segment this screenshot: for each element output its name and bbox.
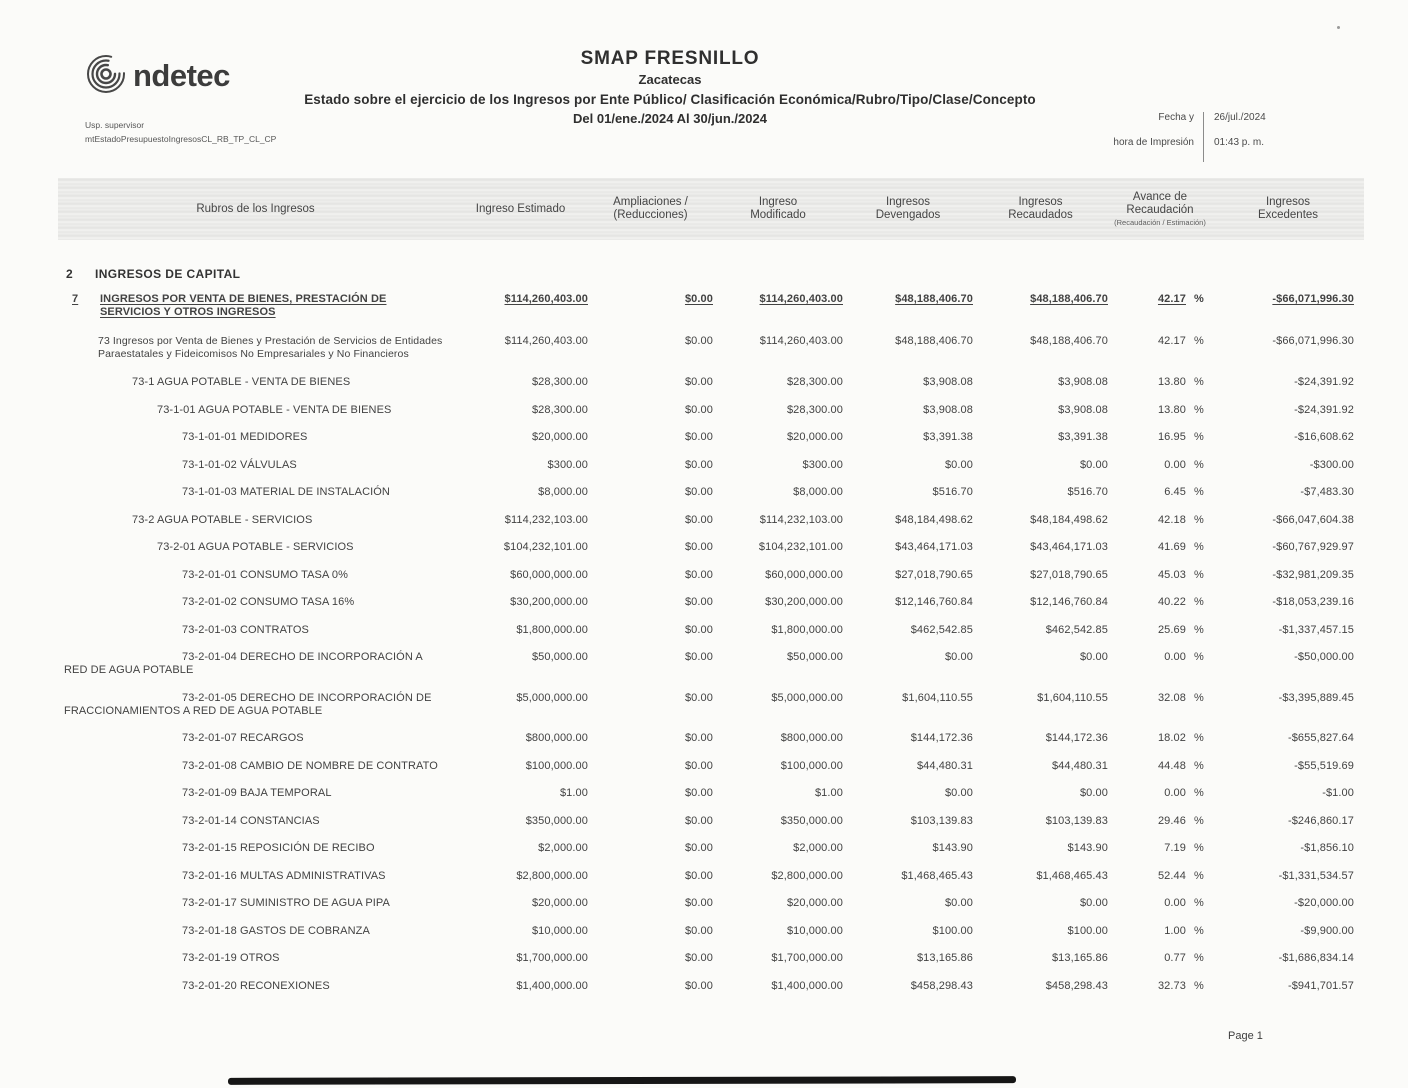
table-row (58, 335, 1364, 361)
percent-sign: % (1194, 787, 1204, 799)
cell-estimado: $104,232,101.00 (503, 541, 588, 553)
col-ingresos-excedentes: Ingresos Excedentes (1257, 196, 1319, 221)
row-label-text: 73-1 AGUA POTABLE - VENTA DE BIENES (132, 376, 351, 388)
percent-sign: % (1194, 458, 1204, 471)
row-label-text: 73-1-01-02 VÁLVULAS (182, 458, 297, 471)
cell-devengados: $103,139.83 (910, 814, 973, 827)
cell-devengados: $462,542.85 (910, 623, 973, 636)
row-label (58, 624, 453, 637)
cell-devengados: $3,391.38 (923, 431, 973, 443)
scan-edge-artifact (228, 1076, 1016, 1085)
cell-estimado: $350,000.00 (525, 814, 588, 827)
percent-sign: % (1194, 431, 1204, 443)
cell-recaudados: $12,146,760.84 (1030, 596, 1108, 608)
cell-recaudados: $44,480.31 (1051, 759, 1108, 772)
row-label-text: 73-2-01-04 DERECHO DE INCORPORACIÓN A RED DE AGUA POTABLE (64, 651, 423, 676)
table-row (58, 268, 1364, 281)
cell-modificado: $10,000.00 (786, 924, 843, 937)
row-num: 2 (66, 267, 74, 281)
cell-recaudados: $3,908.08 (1058, 376, 1108, 388)
cell-ampliaciones: $0.00 (684, 293, 713, 305)
cell-estimado: $100,000.00 (525, 759, 588, 772)
cell-modificado: $114,260,403.00 (759, 293, 843, 305)
cell-modificado: $8,000.00 (793, 486, 843, 498)
cell-devengados: $12,146,760.84 (895, 596, 973, 608)
cell-ampliaciones: $0.00 (684, 952, 713, 964)
percent-sign: % (1194, 403, 1204, 416)
cell-estimado: $1.00 (559, 787, 588, 799)
cell-estimado: $20,000.00 (531, 431, 588, 443)
cell-modificado: $1,700,000.00 (771, 952, 843, 964)
row-label-text: 73-2-01-02 CONSUMO TASA 16% (182, 596, 355, 608)
cell-excedentes: -$1,856.10 (1300, 842, 1354, 854)
row-label-text: 73-2-01-14 CONSTANCIAS (182, 814, 320, 827)
cell-recaudados: $144,172.36 (1045, 732, 1108, 744)
cell-estimado: $114,260,403.00 (504, 293, 588, 305)
cell-ampliaciones: $0.00 (684, 651, 713, 663)
percent-sign: % (1194, 335, 1204, 347)
cell-recaudados: $3,908.08 (1058, 403, 1108, 416)
cell-recaudados: $13,165.86 (1051, 952, 1108, 964)
cell-excedentes: -$3,395,889.45 (1278, 691, 1354, 704)
row-label-text: 73-2 AGUA POTABLE - SERVICIOS (132, 513, 313, 526)
col-ingreso-estimado: Ingreso Estimado (475, 202, 566, 215)
row-label-text: 73-2-01-01 CONSUMO TASA 0% (182, 568, 349, 581)
table-row (58, 404, 1364, 417)
cell-recaudados: $3,391.38 (1058, 431, 1108, 443)
table-row (58, 376, 1364, 389)
cell-avance: 16.95 (1157, 431, 1186, 443)
row-label (58, 569, 453, 582)
cell-modificado: $2,800,000.00 (771, 869, 843, 882)
cell-ampliaciones: $0.00 (684, 924, 713, 937)
row-label-text: 73-2-01-18 GASTOS DE COBRANZA (182, 924, 370, 937)
percent-sign: % (1194, 513, 1204, 526)
print-date-label: Fecha y (1158, 112, 1194, 123)
cell-devengados: $48,188,406.70 (895, 335, 973, 347)
cell-ampliaciones: $0.00 (684, 623, 713, 636)
cell-excedentes: -$16,608.62 (1294, 431, 1354, 443)
table-row (58, 459, 1364, 472)
cell-modificado: $60,000,000.00 (765, 568, 843, 581)
col-ingresos-recaudados: Ingresos Recaudados (1008, 196, 1073, 221)
org-title: SMAP FRESNILLO (580, 48, 760, 69)
table-row (58, 870, 1364, 883)
cell-avance: 32.73 (1157, 979, 1186, 992)
cell-avance: 32.08 (1157, 691, 1186, 704)
report-meta (85, 118, 276, 146)
row-label-text: 73 Ingresos por Venta de Bienes y Prestación de Servicios de Entidades Paraestatales y Fideicomisos No Empresariales y No Financieros (98, 335, 443, 360)
cell-ampliaciones: $0.00 (684, 787, 713, 799)
cell-estimado: $114,260,403.00 (504, 335, 588, 347)
percent-sign: % (1194, 952, 1204, 964)
percent-sign: % (1194, 759, 1204, 772)
table-row (58, 651, 1364, 677)
table-row (58, 897, 1364, 910)
cell-excedentes: -$1,337,457.15 (1278, 623, 1354, 636)
cell-recaudados: $48,184,498.62 (1030, 513, 1108, 526)
cell-excedentes: -$1.00 (1322, 787, 1354, 799)
cell-estimado: $1,700,000.00 (516, 952, 588, 964)
table-row (58, 293, 1364, 319)
percent-sign: % (1194, 651, 1204, 663)
logo-text: ndetec (133, 57, 230, 93)
row-label (58, 514, 453, 527)
cell-avance: 40.22 (1157, 596, 1186, 608)
cell-excedentes: -$20,000.00 (1294, 897, 1354, 909)
cell-modificado: $100,000.00 (780, 759, 843, 772)
cell-devengados: $13,165.86 (916, 952, 973, 964)
user-label: Usp. supervisor (85, 120, 145, 130)
row-label (58, 486, 453, 499)
cell-avance: 0.00 (1164, 787, 1186, 799)
cell-recaudados: $0.00 (1079, 651, 1108, 663)
cell-ampliaciones: $0.00 (684, 431, 713, 443)
cell-ampliaciones: $0.00 (684, 486, 713, 498)
cell-avance: 1.00 (1164, 924, 1186, 937)
percent-sign: % (1194, 924, 1204, 937)
cell-devengados: $143.90 (932, 842, 973, 854)
cell-excedentes: -$66,071,996.30 (1272, 293, 1354, 305)
cell-estimado: $800,000.00 (525, 732, 588, 744)
cell-modificado: $5,000,000.00 (771, 691, 843, 704)
row-label (58, 431, 453, 444)
cell-estimado: $2,000.00 (538, 842, 588, 854)
cell-modificado: $114,232,103.00 (759, 513, 843, 526)
percent-sign: % (1194, 568, 1204, 581)
cell-excedentes: -$18,053,239.16 (1272, 596, 1354, 608)
cell-estimado: $20,000.00 (531, 897, 588, 909)
cell-estimado: $10,000.00 (531, 924, 588, 937)
percent-sign: % (1194, 869, 1204, 882)
table-row (58, 514, 1364, 527)
cell-excedentes: -$66,047,604.38 (1272, 513, 1354, 526)
cell-devengados: $44,480.31 (916, 759, 973, 772)
cell-devengados: $458,298.43 (910, 979, 973, 992)
print-time-value: 01:43 p. m. (1214, 137, 1265, 148)
cell-ampliaciones: $0.00 (684, 513, 713, 526)
cell-avance: 29.46 (1157, 814, 1186, 827)
row-label-text: 73-2-01-08 CAMBIO DE NOMBRE DE CONTRATO (182, 759, 438, 772)
cell-devengados: $516.70 (932, 486, 973, 498)
table-row (58, 541, 1364, 554)
table-row (58, 952, 1364, 965)
table-column-header (58, 178, 1364, 240)
table-row (58, 760, 1364, 773)
cell-ampliaciones: $0.00 (684, 458, 713, 471)
cell-recaudados: $458,298.43 (1045, 979, 1108, 992)
cell-avance: 42.17 (1157, 293, 1186, 305)
row-label (58, 459, 453, 472)
cell-modificado: $1,400,000.00 (771, 979, 843, 992)
table-row (58, 624, 1364, 637)
cell-ampliaciones: $0.00 (684, 541, 713, 553)
col-ingreso-modificado: Ingreso Modificado (750, 196, 806, 221)
row-label (58, 651, 453, 677)
row-label (58, 980, 453, 993)
table-row (58, 569, 1364, 582)
row-label (58, 596, 453, 609)
cell-avance: 42.18 (1157, 513, 1186, 526)
col-ampliaciones-reducciones: Ampliaciones / (Reducciones) (613, 196, 688, 221)
cell-excedentes: -$24,391.92 (1294, 403, 1354, 416)
cell-devengados: $27,018,790.65 (895, 568, 973, 581)
cell-estimado: $114,232,103.00 (504, 513, 588, 526)
row-label-text: 73-2-01-05 DERECHO DE INCORPORACIÓN DE FRACCIONAMIENTOS A RED DE AGUA POTABLE (64, 691, 432, 717)
col-ingresos-devengados: Ingresos Devengados (875, 196, 941, 221)
cell-recaudados: $143.90 (1067, 842, 1108, 854)
cell-ampliaciones: $0.00 (684, 403, 713, 416)
cell-estimado: $30,200,000.00 (510, 596, 588, 608)
cell-recaudados: $43,464,171.03 (1030, 541, 1108, 553)
cell-avance: 13.80 (1157, 403, 1186, 416)
cell-recaudados: $516.70 (1067, 486, 1108, 498)
cell-modificado: $50,000.00 (786, 651, 843, 663)
cell-excedentes: -$655,827.64 (1287, 732, 1354, 744)
cell-excedentes: -$50,000.00 (1294, 651, 1354, 663)
cell-recaudados: $1,604,110.55 (1037, 691, 1108, 704)
cell-estimado: $60,000,000.00 (510, 568, 588, 581)
percent-sign: % (1194, 541, 1204, 553)
cell-ampliaciones: $0.00 (684, 759, 713, 772)
cell-recaudados: $0.00 (1079, 787, 1108, 799)
cell-ampliaciones: $0.00 (684, 376, 713, 388)
col-avance-recaudacion: Avance de Recaudación (Recaudación / Estimación) (1108, 191, 1212, 227)
print-datetime (1082, 112, 1266, 162)
cell-ampliaciones: $0.00 (684, 335, 713, 347)
cell-ampliaciones: $0.00 (684, 596, 713, 608)
cell-devengados: $0.00 (944, 787, 973, 799)
row-label-text: 73-2-01-09 BAJA TEMPORAL (182, 787, 332, 799)
cell-devengados: $43,464,171.03 (895, 541, 973, 553)
cell-recaudados: $100.00 (1067, 924, 1108, 937)
cell-ampliaciones: $0.00 (684, 897, 713, 909)
row-label (58, 268, 453, 281)
cell-avance: 0.00 (1164, 897, 1186, 909)
cell-ampliaciones: $0.00 (684, 842, 713, 854)
row-label-text: 73-2-01 AGUA POTABLE - SERVICIOS (157, 541, 354, 553)
cell-estimado: $28,300.00 (531, 376, 588, 388)
row-label (58, 952, 453, 965)
row-label (58, 692, 453, 718)
report-title: Estado sobre el ejercicio de los Ingresos por Ente Público/ Clasificación Económica/Rubro/Tipo/Clase/Concepto (304, 92, 1036, 107)
cell-avance: 0.00 (1164, 458, 1186, 471)
row-label-text: INGRESOS POR VENTA DE BIENES, PRESTACIÓN DE SERVICIOS Y OTROS INGRESOS (100, 293, 387, 318)
cell-estimado: $8,000.00 (538, 486, 588, 498)
page-number: Page 1 (1228, 1030, 1263, 1042)
cell-devengados: $3,908.08 (923, 376, 973, 388)
table-row (58, 431, 1364, 444)
cell-avance: 45.03 (1157, 568, 1186, 581)
cell-estimado: $300.00 (547, 458, 588, 471)
cell-excedentes: -$60,767,929.97 (1272, 541, 1354, 553)
row-label-text: 73-1-01 AGUA POTABLE - VENTA DE BIENES (157, 403, 392, 416)
cell-avance: 7.19 (1164, 842, 1186, 854)
table-row (58, 980, 1364, 993)
print-datetime-labels (1082, 112, 1194, 162)
cell-ampliaciones: $0.00 (684, 814, 713, 827)
cell-estimado: $1,400,000.00 (516, 979, 588, 992)
col-avance-subtitle: (Recaudación / Estimación) (1114, 218, 1206, 227)
row-label-text: 73-1-01-03 MATERIAL DE INSTALACIÓN (182, 486, 390, 498)
row-num: 7 (72, 293, 79, 305)
cell-avance: 0.00 (1164, 651, 1186, 663)
table-row (58, 842, 1364, 855)
cell-recaudados: $462,542.85 (1045, 623, 1108, 636)
scan-speck-artifact (1337, 26, 1340, 29)
row-label (58, 870, 453, 883)
cell-modificado: $800,000.00 (780, 732, 843, 744)
cell-modificado: $20,000.00 (786, 897, 843, 909)
row-label-text: 73-2-01-19 OTROS (182, 952, 280, 964)
row-label (58, 404, 453, 417)
cell-modificado: $2,000.00 (793, 842, 843, 854)
percent-sign: % (1194, 691, 1204, 704)
row-label (58, 541, 453, 554)
cell-ampliaciones: $0.00 (684, 869, 713, 882)
cell-modificado: $20,000.00 (786, 431, 843, 443)
cell-ampliaciones: $0.00 (684, 568, 713, 581)
cell-avance: 52.44 (1157, 869, 1186, 882)
cell-devengados: $100.00 (932, 924, 973, 937)
row-label (58, 760, 453, 773)
print-datetime-values (1203, 112, 1266, 162)
percent-sign: % (1194, 623, 1204, 636)
row-label-text: 73-2-01-20 RECONEXIONES (182, 979, 330, 992)
cell-excedentes: -$246,860.17 (1287, 814, 1354, 827)
percent-sign: % (1194, 376, 1204, 388)
cell-recaudados: $48,188,406.70 (1030, 335, 1108, 347)
row-label-text: 73-2-01-07 RECARGOS (182, 732, 304, 744)
cell-estimado: $50,000.00 (531, 651, 588, 663)
cell-devengados: $48,184,498.62 (895, 513, 973, 526)
cell-devengados: $0.00 (944, 651, 973, 663)
table-row (58, 925, 1364, 938)
row-label (58, 842, 453, 855)
cell-devengados: $1,468,465.43 (901, 869, 973, 882)
cell-excedentes: -$300.00 (1309, 458, 1354, 471)
cell-estimado: $5,000,000.00 (516, 691, 588, 704)
cell-ampliaciones: $0.00 (684, 691, 713, 704)
cell-avance: 18.02 (1157, 732, 1186, 744)
percent-sign: % (1194, 596, 1204, 608)
row-label-text: INGRESOS DE CAPITAL (95, 267, 241, 281)
row-label (58, 815, 453, 828)
percent-sign: % (1194, 842, 1204, 854)
cell-recaudados: $0.00 (1079, 897, 1108, 909)
percent-sign: % (1194, 897, 1204, 909)
cell-avance: 6.45 (1164, 486, 1186, 498)
row-label (58, 376, 453, 389)
row-label (58, 732, 453, 745)
table-row (58, 787, 1364, 800)
table-row (58, 732, 1364, 745)
cell-recaudados: $27,018,790.65 (1030, 568, 1108, 581)
row-label-text: 73-2-01-03 CONTRATOS (182, 623, 309, 636)
table-row (58, 596, 1364, 609)
cell-excedentes: -$7,483.30 (1300, 486, 1354, 498)
row-label (58, 925, 453, 938)
cell-estimado: $2,800,000.00 (516, 869, 588, 882)
cell-devengados: $0.00 (944, 897, 973, 909)
cell-avance: 25.69 (1157, 623, 1186, 636)
cell-modificado: $300.00 (802, 458, 843, 471)
cell-excedentes: -$24,391.92 (1294, 376, 1354, 388)
cell-modificado: $30,200,000.00 (765, 596, 843, 608)
row-label (58, 787, 453, 800)
cell-modificado: $28,300.00 (786, 403, 843, 416)
row-label (58, 335, 453, 361)
row-label-text: 73-2-01-17 SUMINISTRO DE AGUA PIPA (182, 897, 390, 909)
cell-devengados: $48,188,406.70 (895, 293, 973, 305)
cell-excedentes: -$32,981,209.35 (1272, 568, 1354, 581)
cell-excedentes: -$66,071,996.30 (1272, 335, 1354, 347)
report-id: mtEstadoPresupuestoIngresosCL_RB_TP_CL_CP (85, 134, 277, 144)
percent-sign: % (1194, 979, 1204, 992)
cell-estimado: $1,800,000.00 (516, 623, 588, 636)
cell-modificado: $114,260,403.00 (759, 335, 843, 347)
row-label-text: 73-2-01-16 MULTAS ADMINISTRATIVAS (182, 869, 386, 882)
row-label (58, 293, 453, 319)
row-label-text: 73-2-01-15 REPOSICIÓN DE RECIBO (182, 842, 375, 854)
cell-devengados: $3,908.08 (923, 403, 973, 416)
cell-avance: 0.77 (1164, 952, 1186, 964)
percent-sign: % (1194, 486, 1204, 498)
cell-estimado: $28,300.00 (531, 403, 588, 416)
cell-modificado: $1,800,000.00 (771, 623, 843, 636)
cell-recaudados: $1,468,465.43 (1036, 869, 1108, 882)
col-rubros: Rubros de los Ingresos (196, 202, 315, 215)
cell-devengados: $1,604,110.55 (902, 691, 973, 704)
cell-avance: 42.17 (1157, 335, 1186, 347)
report-period: Del 01/ene./2024 Al 30/jun./2024 (573, 111, 767, 126)
cell-avance: 41.69 (1157, 541, 1186, 553)
row-label (58, 897, 453, 910)
org-state: Zacatecas (638, 72, 702, 87)
table-row (58, 486, 1364, 499)
cell-excedentes: -$1,686,834.14 (1278, 952, 1354, 964)
row-label-text: 73-1-01-01 MEDIDORES (182, 431, 308, 443)
cell-excedentes: -$941,701.57 (1287, 979, 1354, 992)
percent-sign: % (1194, 732, 1204, 744)
table-row (58, 692, 1364, 718)
cell-modificado: $104,232,101.00 (758, 541, 843, 553)
cell-modificado: $28,300.00 (786, 376, 843, 388)
table-body (58, 268, 1364, 1007)
cell-avance: 44.48 (1157, 759, 1186, 772)
cell-ampliaciones: $0.00 (684, 732, 713, 744)
cell-recaudados: $0.00 (1079, 458, 1108, 471)
cell-excedentes: -$1,331,534.57 (1278, 869, 1354, 882)
cell-devengados: $144,172.36 (910, 732, 973, 744)
cell-excedentes: -$9,900.00 (1300, 924, 1354, 937)
cell-recaudados: $103,139.83 (1045, 814, 1108, 827)
table-row (58, 815, 1364, 828)
cell-recaudados: $48,188,406.70 (1030, 293, 1108, 305)
print-date-value: 26/jul./2024 (1214, 112, 1266, 123)
percent-sign: % (1194, 293, 1204, 305)
cell-devengados: $0.00 (944, 458, 973, 471)
print-time-label: hora de Impresión (1113, 137, 1194, 148)
cell-modificado: $1.00 (814, 787, 843, 799)
cell-avance: 13.80 (1157, 376, 1186, 388)
percent-sign: % (1194, 814, 1204, 827)
cell-excedentes: -$55,519.69 (1294, 759, 1354, 772)
cell-modificado: $350,000.00 (780, 814, 843, 827)
cell-ampliaciones: $0.00 (684, 979, 713, 992)
